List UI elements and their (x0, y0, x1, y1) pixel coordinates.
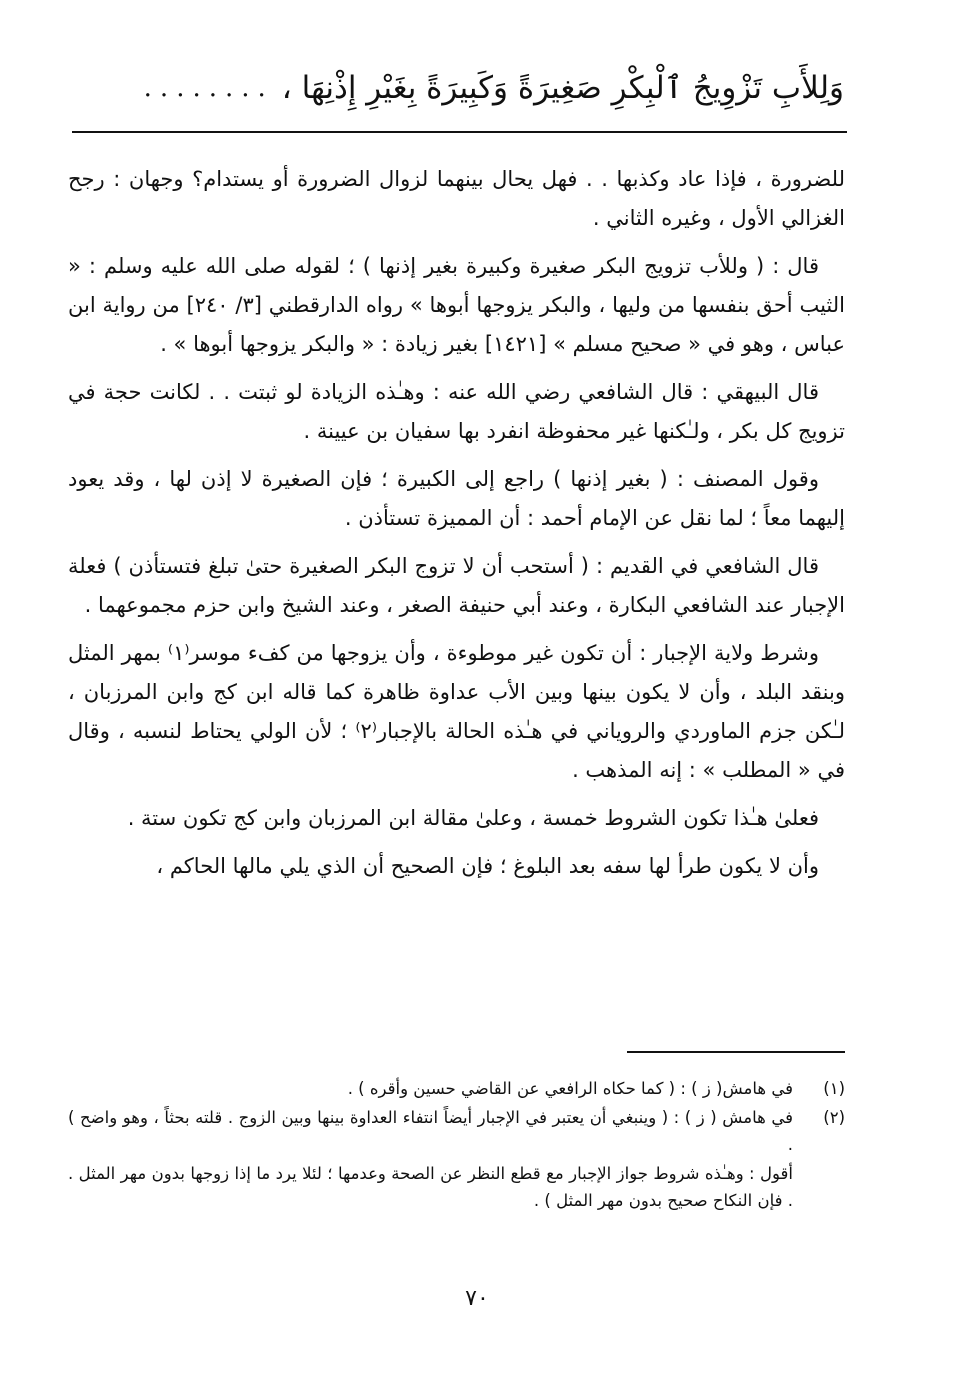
footnote-text: في هامش( ز ) : ( كما حكاه الرافعي عن القاضي حسين وأقره ) . (347, 1079, 793, 1098)
footnote-divider (627, 1051, 845, 1053)
paragraph-4: وقول المصنف : ( بغير إذنها ) راجع إلى الكبيرة ؛ فإن الصغيرة لا إذن لها ، وقد يعود إليهما معاً ؛ لما نقل عن الإمام أحمد : أن المميزة تستأذن . (68, 467, 845, 530)
paragraph-8: وأن لا يكون طرأ لها سفه بعد البلوغ ؛ فإن الصحيح أن الذي يلي مالها الحاكم ، (156, 854, 819, 878)
header-divider (72, 131, 847, 133)
paragraph-3: قال البيهقي : قال الشافعي رضي الله عنه : وهـٰذه الزيادة لو ثبتت . . لكانت حجة في تزويج كل بكر ، ولـٰكنها غير محفوظة انفرد بها سفيان بن عيينة . (68, 380, 845, 443)
footnote-2 (68, 1104, 845, 1158)
footnote-number: (١) (823, 1079, 845, 1098)
footnote-text: في هامش ( ز ) : ( وينبغي أن يعتبر في الإجبار أيضاً انتفاء العداوة بينها وبين الزوج . قلته بحثاً ، وهو واضح ) . (68, 1108, 793, 1154)
paragraph-5: قال الشافعي في القديم : ( أستحب أن لا تزوج البكر الصغيرة حتىٰ تبلغ فتستأذن ) فعلة الإجبار عند الشافعي البكارة ، وعند أبي حنيفة الصغر ، وعند الشيخ وابن حزم مجموعهما . (68, 554, 845, 617)
paragraph-7: فعلىٰ هـٰذا تكون الشروط خمسة ، وعلىٰ مقالة ابن المرزبان وابن كج تكون ستة . (127, 806, 819, 830)
footnote-2-continuation: أقول : وهـٰذه شروط جواز الإجبار مع قطع النظر عن الصحة وعدمها ؛ لئلا يرد ما إذا زوجها بدون مهر المثل . . فإن النكاح صحيح بدون مهر المثل ) . (68, 1164, 793, 1210)
paragraph-2: قال : ( وللأب تزويج البكر صغيرة وكبيرة بغير إذنها ) ؛ لقوله صلى الله عليه وسلم : « الثيب أحق بنفسها من وليها ، والبكر يزوجها أبوها » رواه الدارقطني [٣/ ٢٤٠] من رواية ابن عباس ، وهو في « صحيح مسلم » [١٤٢١] بغير زيادة : « والبكر يزوجها أبوها » . (68, 254, 845, 356)
footnotes (68, 1075, 845, 1214)
paragraph-6: وشرط ولاية الإجبار : أن تكون غير موطوءة ، وأن يزوجها من كفء موسر⁽١⁾ بمهر المثل وبنقد البلد ، وأن لا يكون بينها وبين الأب عداوة ظاهرة كما قاله ابن كج وابن المرزبان ، لـٰكن جزم الماوردي والروياني في هـٰذه الحالة بالإجبار⁽٢⁾ ؛ لأن الولي يحتاط لنسبه ، وقال في « المطلب » : إنه المذهب . (68, 641, 845, 782)
paragraph-1: للضرورة ، فإذا عاد وكذبها . . فهل يحال بينهما لزوال الضرورة أو يستدام؟ وجهان : رجح الغزالي الأول ، وغيره الثاني . (68, 167, 845, 230)
footnote-number: (٢) (823, 1108, 845, 1127)
header-title: وَلِلأَبِ تَزْوِيجُ ٱلْبِكْرِ صَغِيرَةً وَكَبِيرَةً بِغَيْرِ إِذْنِهَا ، (281, 70, 844, 106)
page-number: ٧٠ (465, 1286, 489, 1311)
header-dots: ........ (143, 73, 274, 103)
footnote-1 (68, 1075, 845, 1102)
main-text (68, 160, 845, 895)
running-header (70, 60, 844, 116)
